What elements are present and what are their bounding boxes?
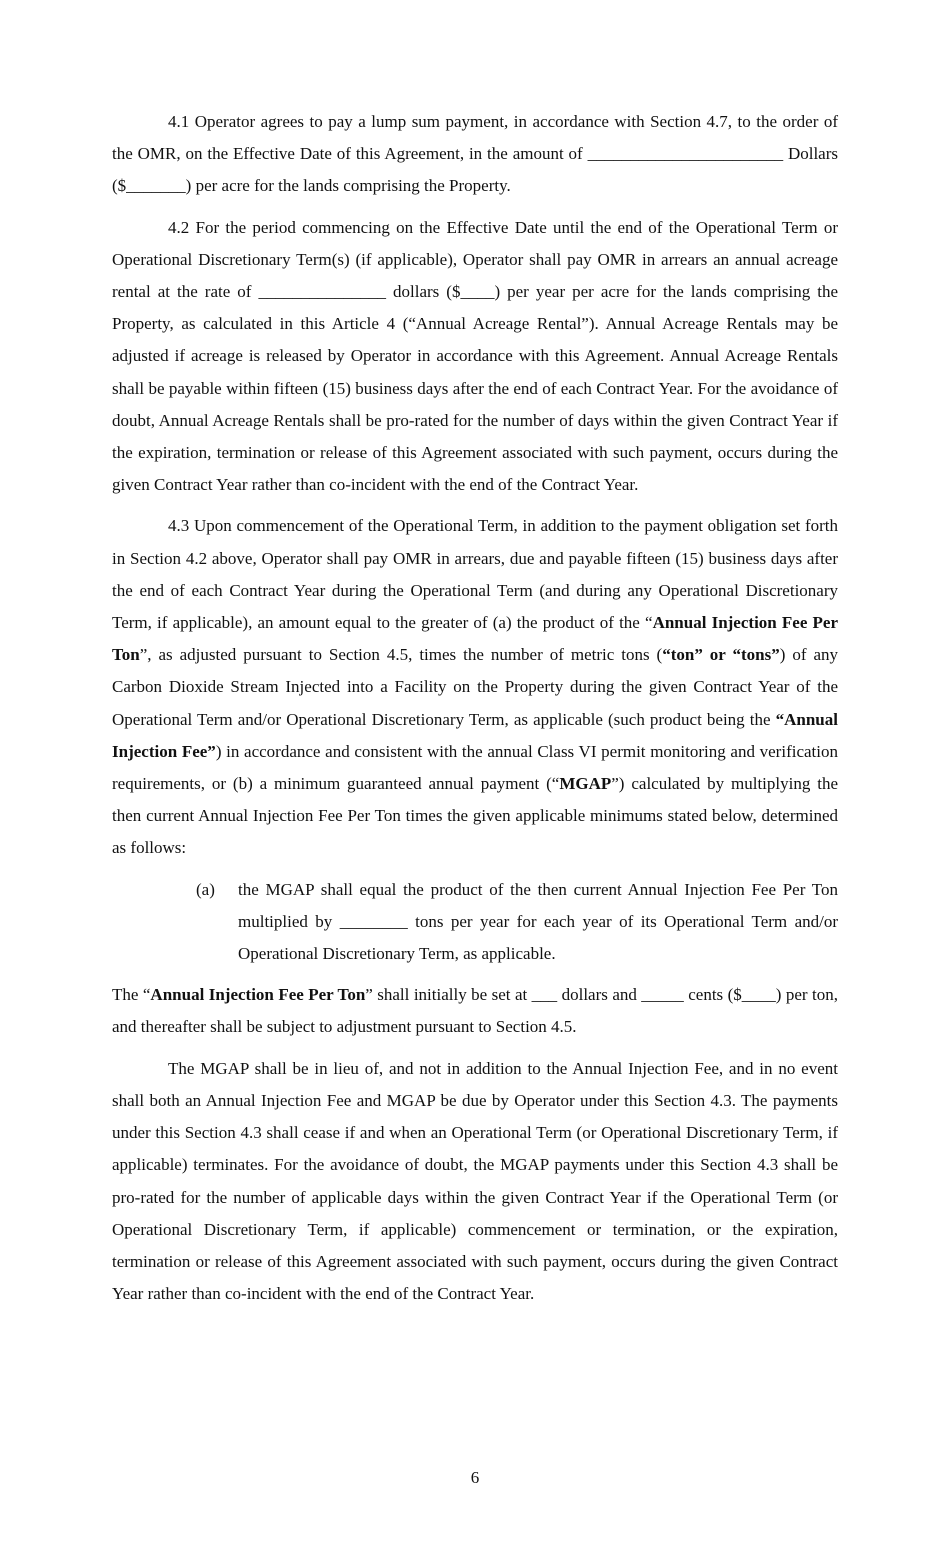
term-ton-or-tons: “ton” or “tons” bbox=[662, 645, 780, 665]
term-annual-injection-fee-per-ton: Annual Injection Fee Per Ton bbox=[112, 613, 838, 665]
mgap-lieu-paragraph: The MGAP shall be in lieu of, and not in addition to the Annual Injection Fee, and in no event shall both an Annual Injection Fee and MGAP be due by Operator under this Section 4.3. The payments under this Section 4.3 shall cease if and when an Operational Term (or Operational Discretionary Term, if applicable) terminates. For the avoidance of doubt, the MGAP payments under this Section 4.3 shall be pro-rated for the number of applicable days within the given Contract Year if the Operational Term (or Operational Discretionary Term, if applicable) commencement or termination, or the expiration, termination or release of this Agreement associated with such payment, occurs during the given Contract Year rather than co-incident with the end of the Contract Year. bbox=[112, 1058, 838, 1304]
subclause-a-label: (a) bbox=[196, 879, 215, 899]
subclause-a-text: the MGAP shall equal the product of the then current Annual Injection Fee Per Ton multiplied by ________ tons per year for each year of its Operational Term and/or Operational Discretionary Term, as applicable. bbox=[238, 879, 838, 964]
section-4-3-text-4: ) in accordance and consistent with the annual Class VI permit monitoring and verification requirements, or (b) a minimum guaranteed annual payment (“ bbox=[112, 741, 838, 794]
section-4-3-text-1: 4.3 Upon commencement of the Operational Term, in addition to the payment obligation set forth in Section 4.2 above, Operator shall pay OMR in arrears, due and payable fifteen (15) business days after the end of each Contract Year during the Operational Term (and during any Operational Discretionary Term, if applicable), an amount equal to the greater of (a) the product of the “ bbox=[112, 516, 838, 633]
term-mgap: MGAP bbox=[559, 774, 612, 794]
section-4-3-text-5: ”) calculated by multiplying the then current Annual Injection Fee Per Ton times the given applicable minimums stated below, determined as follows: bbox=[112, 774, 839, 858]
section-4-3-text-3: ) of any Carbon Dioxide Stream Injected into a Facility on the Property during the given Contract Year of the Operational Term and/or Operational Discretionary Term, as applicable (such product being the bbox=[112, 645, 839, 729]
term-annual-injection-fee-per-ton-2: Annual Injection Fee Per Ton bbox=[150, 985, 366, 1005]
section-4-2: 4.2 For the period commencing on the Effective Date until the end of the Operational Term or Operational Discretionary Term(s) (if applicable), Operator shall pay OMR in arrears an annual acreage rental at the rate of _______________ dollars ($____) per year per acre for the lands comprising the Property, as calculated in this Article 4 (“Annual Acreage Rental”). Annual Acreage Rentals may be adjusted if acreage is released by Operator in accordance with this Agreement. Annual Acreage Rentals shall be payable within fifteen (15) business days after the end of each Contract Year. For the avoidance of doubt, Annual Acreage Rentals shall be pro-rated for the number of days within the given Contract Year if the expiration, termination or release of this Agreement associated with such payment, occurs during the given Contract Year rather than co-incident with the end of the Contract Year. bbox=[112, 217, 838, 495]
section-4-1: 4.1 Operator agrees to pay a lump sum payment, in accordance with Section 4.7, to the order of the OMR, on the Effective Date of this Agreement, in the amount of _______________________ Dollars ($_______) per acre for the lands comprising the Property. bbox=[112, 112, 838, 196]
fee-per-ton-text-2: ” shall initially be set at ___ dollars and _____ cents ($____) per ton, and thereafter shall be subject to adjustment pursuant to Section 4.5. bbox=[112, 985, 838, 1037]
document-page bbox=[112, 106, 838, 1319]
fee-per-ton-text-1: The “ bbox=[112, 985, 151, 1005]
term-annual-injection-fee: “Annual Injection Fee” bbox=[112, 709, 838, 761]
section-4-3 bbox=[112, 510, 838, 864]
page-number: 6 bbox=[470, 1468, 480, 1487]
fee-per-ton-paragraph bbox=[112, 979, 838, 1043]
section-4-3-text-2: ”, as adjusted pursuant to Section 4.5, times the number of metric tons ( bbox=[139, 645, 663, 665]
subclause-a bbox=[196, 874, 838, 971]
